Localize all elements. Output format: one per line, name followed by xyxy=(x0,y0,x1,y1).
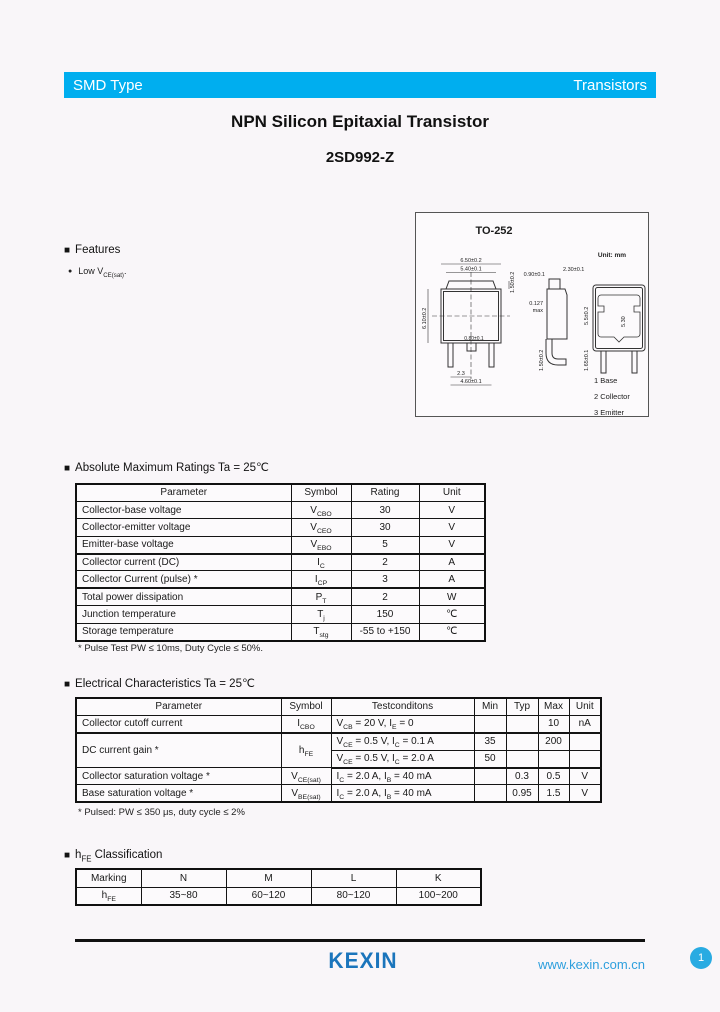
header-bar xyxy=(64,72,656,98)
col-parameter: Parameter xyxy=(76,484,291,501)
hfe-heading-label: $h_{FE}$ Classification xyxy=(75,849,163,864)
cell-range: 100~200 xyxy=(396,887,481,905)
cell-symbol: $I_{CBO}$ xyxy=(281,715,331,732)
cell-min xyxy=(474,715,506,732)
cell-typ: 0.95 xyxy=(506,785,538,802)
cell-unit: V xyxy=(419,501,485,518)
pin-label-collector: 2 Collector xyxy=(594,392,630,401)
cell-param: DC current gain * xyxy=(76,733,281,768)
ec-footnote: * Pulsed: PW ≤ 350 μs, duty cycle ≤ 2% xyxy=(78,807,245,818)
cell-unit xyxy=(569,750,601,767)
package-title: TO-252 xyxy=(475,225,513,237)
cell-unit: nA xyxy=(569,715,601,732)
cell-symbol: $T_j$ xyxy=(291,606,351,623)
cell-rating: 30 xyxy=(351,501,419,518)
cell-param: Collector-base voltage xyxy=(76,501,291,518)
cell-symbol: $V_{CBO}$ xyxy=(291,501,351,518)
cell-symbol: $V_{EBO}$ xyxy=(291,536,351,553)
cell-param: Storage temperature xyxy=(76,623,291,640)
hfe-table xyxy=(75,868,482,906)
cell-unit: ℃ xyxy=(419,606,485,623)
cell-param: Junction temperature xyxy=(76,606,291,623)
amr-header-row xyxy=(76,484,485,501)
cell-cond: $V_{CE} = 0.5$ V, $I_C = 0.1$ A xyxy=(331,733,474,750)
cell-rating: 30 xyxy=(351,519,419,536)
cell-min: 50 xyxy=(474,750,506,767)
table-row xyxy=(76,623,485,640)
table-row xyxy=(76,733,601,750)
cell-unit: A xyxy=(419,554,485,571)
cell-param: Collector current (DC) xyxy=(76,554,291,571)
header-right-label: Transistors xyxy=(573,76,647,94)
cell-unit xyxy=(569,733,601,750)
dim-lead-pitch: 2.3 xyxy=(457,371,465,377)
cell-code: K xyxy=(396,869,481,887)
cell-min: 35 xyxy=(474,733,506,750)
cell-cond: $V_{CE} = 0.5$ V, $I_C = 2.0$ A xyxy=(331,750,474,767)
cell-unit: V xyxy=(569,785,601,802)
cell-max: 10 xyxy=(538,715,569,732)
features-heading-label: Features xyxy=(75,244,121,256)
pin-label-base: 1 Base xyxy=(594,376,618,385)
cell-param: Total power dissipation xyxy=(76,588,291,605)
ec-header-row xyxy=(76,698,601,715)
table-row xyxy=(76,785,601,802)
cell-unit: V xyxy=(419,519,485,536)
dim-back-width: 5.30 xyxy=(621,316,627,327)
col-typ: Typ xyxy=(506,698,538,715)
dot-bullet-icon: ● xyxy=(68,268,73,275)
dim-lead-span: 4.60±0.1 xyxy=(460,379,482,385)
cell-typ xyxy=(506,715,538,732)
amr-table xyxy=(75,483,486,642)
col-symbol: Symbol xyxy=(291,484,351,501)
cell-range: 80~120 xyxy=(311,887,396,905)
square-bullet-icon: ■ xyxy=(64,850,71,861)
cell-param: Collector cutoff current xyxy=(76,715,281,732)
cell-typ: 0.3 xyxy=(506,768,538,785)
cell-symbol: $h_{FE}$ xyxy=(281,733,331,768)
cell-rating: 5 xyxy=(351,536,419,553)
header-left-label: SMD Type xyxy=(73,76,143,94)
amr-heading xyxy=(64,460,269,474)
amr-heading-label: Absolute Maximum Ratings Ta = 25℃ xyxy=(75,462,269,474)
ec-table xyxy=(75,697,602,803)
table-row xyxy=(76,536,485,553)
cell-range: 60~120 xyxy=(226,887,311,905)
cell-symbol: $I_C$ xyxy=(291,554,351,571)
ec-heading xyxy=(64,676,255,690)
pin-label-emitter: 3 Emitter xyxy=(594,408,625,416)
col-unit: Unit xyxy=(419,484,485,501)
square-bullet-icon: ■ xyxy=(64,463,71,474)
cell-max xyxy=(538,750,569,767)
feature-item-label: Low $V_{CE(sat)}$. xyxy=(78,266,127,279)
kexin-logo: KEXIN xyxy=(328,949,398,974)
col-min: Min xyxy=(474,698,506,715)
dim-side-top: 2.30±0.1 xyxy=(563,267,585,273)
cell-param: Collector-emitter voltage xyxy=(76,519,291,536)
cell-typ xyxy=(506,733,538,750)
cell-max: 1.5 xyxy=(538,785,569,802)
col-unit: Unit xyxy=(569,698,601,715)
table-row xyxy=(76,588,485,605)
table-row xyxy=(76,606,485,623)
table-row xyxy=(76,715,601,732)
cell-code: L xyxy=(311,869,396,887)
cell-unit: V xyxy=(419,536,485,553)
amr-footnote: * Pulse Test PW ≤ 10ms, Duty Cycle ≤ 50%. xyxy=(78,643,264,654)
cell-symbol: $I_{CP}$ xyxy=(291,571,351,588)
hfe-header-row xyxy=(76,869,481,887)
package-outline-svg xyxy=(416,213,648,416)
cell-max: 200 xyxy=(538,733,569,750)
cell-rating: 150 xyxy=(351,606,419,623)
cell-code: M xyxy=(226,869,311,887)
col-testconditions: Testconditons xyxy=(331,698,474,715)
dim-tab-width: 5.40±0.1 xyxy=(460,266,482,273)
col-symbol: Symbol xyxy=(281,698,331,715)
cell-unit: V xyxy=(569,768,601,785)
part-number: 2SD992-Z xyxy=(325,149,395,166)
cell-code: N xyxy=(141,869,226,887)
cell-symbol: $V_{BE(sat)}$ xyxy=(281,785,331,802)
col-marking: Marking xyxy=(76,869,141,887)
cell-symbol: $V_{CEO}$ xyxy=(291,519,351,536)
cell-rating: 3 xyxy=(351,571,419,588)
cell-typ xyxy=(506,750,538,767)
doc-title: NPN Silicon Epitaxial Transistor xyxy=(231,112,489,131)
ec-heading-label: Electrical Characteristics Ta = 25℃ xyxy=(75,678,255,690)
features-heading xyxy=(64,244,120,256)
cell-unit: A xyxy=(419,571,485,588)
cell-cond: $V_{CB} = 20$ V, $I_E = 0$ xyxy=(331,715,474,732)
cell-unit: W xyxy=(419,588,485,605)
cell-symbol: $V_{CE(sat)}$ xyxy=(281,768,331,785)
dim-lead-thickness: 0.90±0.1 xyxy=(523,272,545,278)
cell-cond: $I_C = 2.0$ A, $I_B = 40$ mA xyxy=(331,768,474,785)
dim-foil-value: 0.127 xyxy=(529,301,543,307)
footer-url-link[interactable]: www.kexin.com.cn xyxy=(538,957,645,972)
dim-standoff: 1.65±0.1 xyxy=(584,349,590,371)
cell-rating: 2 xyxy=(351,554,419,571)
cell-param: Collector Current (pulse) * xyxy=(76,571,291,588)
dim-foil-max: max xyxy=(532,308,543,314)
table-row xyxy=(76,571,485,588)
cell-min xyxy=(474,785,506,802)
cell-param: Collector saturation voltage * xyxy=(76,768,281,785)
square-bullet-icon: ■ xyxy=(64,679,71,690)
cell-cond: $I_C = 2.0$ A, $I_B = 40$ mA xyxy=(331,785,474,802)
cell-symbol: $P_T$ xyxy=(291,588,351,605)
cell-rating: 2 xyxy=(351,588,419,605)
hfe-value-row xyxy=(76,887,481,905)
col-rating: Rating xyxy=(351,484,419,501)
table-row xyxy=(76,768,601,785)
cell-max: 0.5 xyxy=(538,768,569,785)
dim-lead-bend: 1.50±0.2 xyxy=(539,349,545,371)
dim-front-width: 6.50±0.2 xyxy=(460,258,482,264)
cell-symbol: $T_{stg}$ xyxy=(291,623,351,640)
table-row xyxy=(76,554,485,571)
dim-center-stub: 0.80±0.1 xyxy=(464,336,484,342)
hfe-heading xyxy=(64,849,163,864)
cell-unit: ℃ xyxy=(419,623,485,640)
cell-range: 35~80 xyxy=(141,887,226,905)
dim-body-height: 6.10±0.2 xyxy=(422,307,428,329)
dim-side-height: 5.5±0.2 xyxy=(584,306,590,325)
cell-param: Base saturation voltage * xyxy=(76,785,281,802)
cell-min xyxy=(474,768,506,785)
page-number-badge: 1 xyxy=(690,947,712,969)
package-drawing xyxy=(415,212,649,417)
cell-hfe-label: $h_{FE}$ xyxy=(76,887,141,905)
feature-item xyxy=(68,266,127,279)
footer-divider xyxy=(75,939,645,942)
package-unit-label: Unit: mm xyxy=(597,252,627,259)
cell-rating: -55 to +150 xyxy=(351,623,419,640)
table-row xyxy=(76,519,485,536)
table-row xyxy=(76,501,485,518)
square-bullet-icon: ■ xyxy=(64,245,71,256)
col-max: Max xyxy=(538,698,569,715)
cell-param: Emitter-base voltage xyxy=(76,536,291,553)
col-parameter: Parameter xyxy=(76,698,281,715)
dim-tab-height: 1.50±0.2 xyxy=(510,271,516,293)
